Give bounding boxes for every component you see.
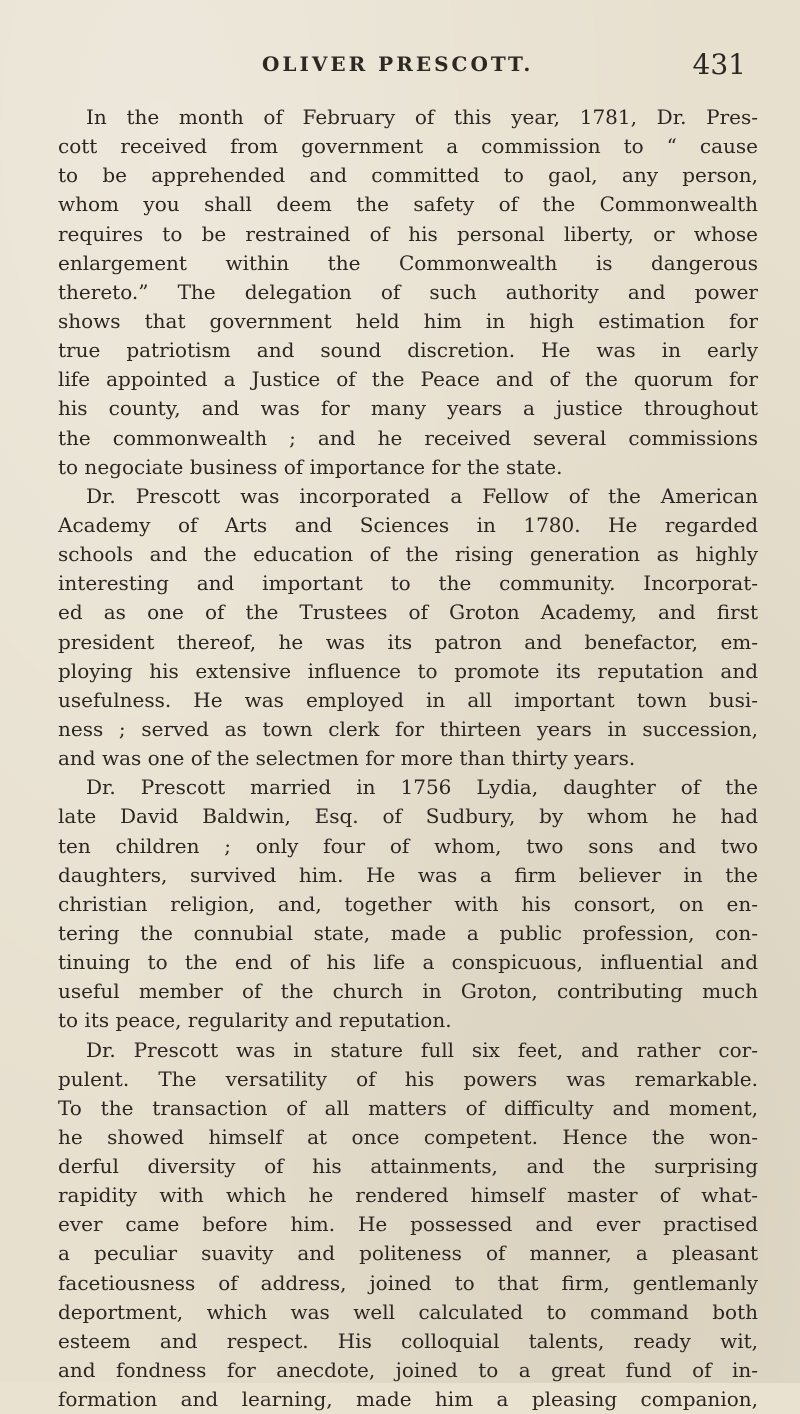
text-line: ed as one of the Trustees of Groton Academy, and first — [58, 600, 758, 625]
text-line: interesting and important to the community. Incorporat- — [58, 571, 758, 596]
text-line: late David Baldwin, Esq. of Sudbury, by whom he had — [58, 804, 758, 829]
text-line: In the month of February of this year, 1781, Dr. Pres- — [86, 105, 758, 129]
text-line: true patriotism and sound discretion. He was in early — [58, 338, 758, 363]
text-line: facetiousness of address, joined to that firm, gentlemanly — [58, 1270, 758, 1295]
text-line: life appointed a Justice of the Peace and of the quorum for — [58, 367, 758, 392]
text-line: daughters, survived him. He was a firm believer in the — [58, 862, 758, 887]
text-line: useful member of the church in Groton, contributing much — [58, 979, 758, 1004]
text-line: ten children ; only four of whom, two sons and two — [58, 833, 758, 858]
text-line: thereto.” The delegation of such authority and power — [58, 279, 758, 304]
text-line: ever came before him. He possessed and ever practised — [58, 1212, 758, 1237]
text-line: pulent. The versatility of his powers was remarkable. — [58, 1066, 758, 1091]
text-line: Academy of Arts and Sciences in 1780. He regarded — [58, 512, 758, 537]
text-line: to be apprehended and committed to gaol, any person, — [58, 163, 758, 188]
page-header — [0, 48, 800, 88]
text-line: to negociate business of importance for the state. — [58, 454, 563, 479]
text-line: usefulness. He was employed in all important town busi- — [58, 687, 758, 712]
text-line: the commonwealth ; and he received several commissions — [58, 425, 758, 450]
text-line: tinuing to the end of his life a conspicuous, influential and — [58, 950, 758, 975]
text-line: a peculiar suavity and politeness of manner, a pleasant — [58, 1241, 758, 1266]
text-line: cott received from government a commission to “ cause — [58, 134, 758, 159]
text-line: tering the connubial state, made a public profession, con- — [58, 920, 758, 945]
text-line: schools and the education of the rising generation as highly — [58, 542, 758, 567]
text-line: and was one of the selectmen for more than thirty years. — [58, 746, 636, 771]
text-line: deportment, which was well calculated to command both — [58, 1299, 758, 1324]
text-line: To the transaction of all matters of difficulty and moment, — [58, 1095, 758, 1120]
text-line: ploying his extensive influence to promote its reputation and — [58, 658, 758, 683]
text-line: to its peace, regularity and reputation. — [58, 1008, 452, 1033]
text-line: ness ; served as town clerk for thirteen years in succession, — [58, 716, 758, 741]
text-line: rapidity with which he rendered himself master of what- — [58, 1183, 758, 1208]
text-line: his county, and was for many years a justice throughout — [58, 396, 758, 421]
text-line: Dr. Prescott was in stature full six feet, and rather cor- — [86, 1037, 758, 1062]
text-line: esteem and respect. His colloquial talents, ready wit, — [58, 1328, 758, 1353]
page-number: 431 — [692, 48, 746, 81]
text-line: christian religion, and, together with his consort, on en- — [58, 891, 758, 916]
text-line: enlargement within the Commonwealth is dangerous — [58, 250, 758, 275]
text-line: Dr. Prescott married in 1756 Lydia, daughter of the — [86, 775, 758, 800]
text-line: shows that government held him in high estimation for — [58, 308, 758, 333]
text-line: he showed himself at once competent. Hence the won- — [58, 1124, 758, 1149]
text-line: derful diversity of his attainments, and the surprising — [58, 1154, 758, 1179]
body-text — [58, 103, 758, 1414]
text-line: formation and learning, made him a pleasing companion, — [58, 1387, 758, 1412]
text-line: requires to be restrained of his personal liberty, or whose — [58, 221, 758, 246]
text-line: and fondness for anecdote, joined to a great fund of in- — [58, 1358, 758, 1383]
text-line: Dr. Prescott was incorporated a Fellow of the American — [86, 483, 758, 508]
running-head: OLIVER PRESCOTT. — [262, 52, 534, 76]
text-line: president thereof, he was its patron and benefactor, em- — [58, 629, 758, 654]
text-line: whom you shall deem the safety of the Commonwealth — [58, 192, 758, 217]
